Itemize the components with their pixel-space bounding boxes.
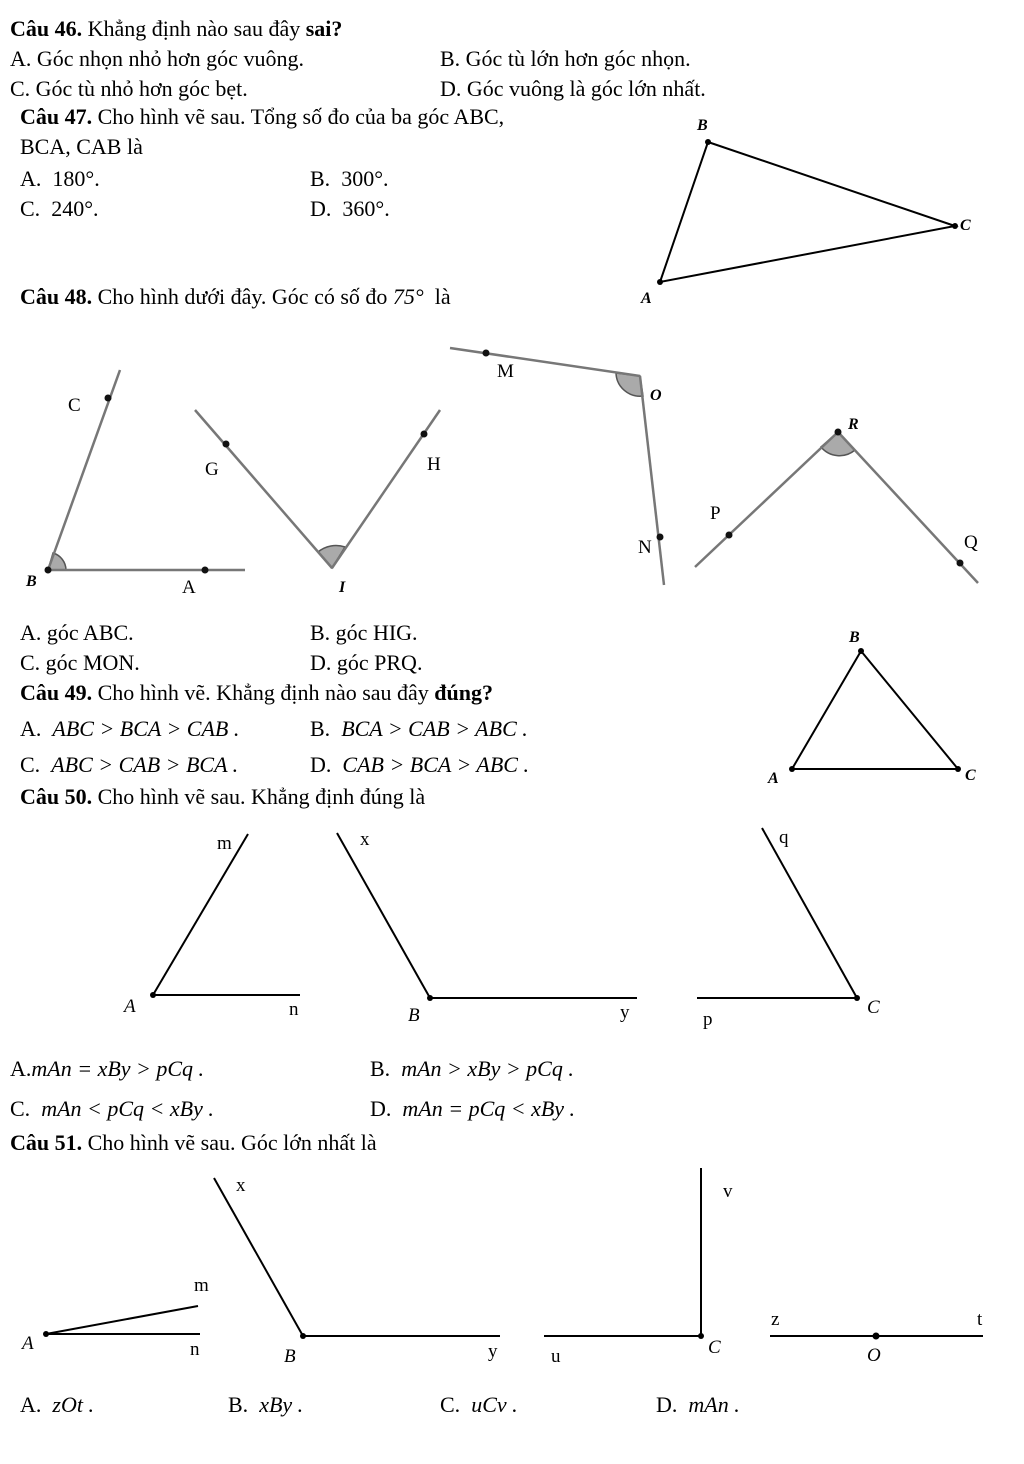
- q48-ray-ig: [195, 410, 332, 568]
- q50-label-a: A: [124, 996, 136, 1017]
- q51-label-a: A: [22, 1333, 34, 1354]
- q48-label-c: C: [68, 395, 81, 416]
- q48-label-b: B: [26, 573, 37, 590]
- q49-triangle: [792, 651, 958, 769]
- q48-option-c[interactable]: C. góc MON.: [20, 650, 140, 675]
- q51-point-c: [698, 1333, 704, 1339]
- q51-option-a[interactable]: A. zOt .: [20, 1392, 94, 1417]
- q48-label-a: A: [182, 577, 196, 598]
- q51-point-a: [43, 1331, 49, 1337]
- q49-point-b: [858, 648, 864, 654]
- q51-stem: Câu 51. Cho hình vẽ sau. Góc lớn nhất là: [10, 1130, 377, 1155]
- q46-option-d[interactable]: D. Góc vuông là góc lớn nhất.: [440, 76, 706, 101]
- q47-triangle: [660, 142, 955, 282]
- q50-option-d[interactable]: D. mAn = pCq < xBy .: [370, 1096, 576, 1121]
- q47-option-c[interactable]: C. 240°.: [20, 196, 99, 221]
- q50-label-n: n: [289, 999, 299, 1020]
- q51-label-u: u: [551, 1346, 561, 1367]
- q48-option-b[interactable]: B. góc HIG.: [310, 620, 418, 645]
- q48-point-n: [657, 534, 664, 541]
- q48-point-h: [421, 431, 428, 438]
- q48-ray-rp: [695, 432, 838, 567]
- q46-stem: Câu 46. Khẳng định nào sau đây sai?: [10, 16, 343, 41]
- q50-angle-pcq: [697, 828, 860, 1001]
- q50-label-p: p: [703, 1009, 713, 1030]
- q50-angle-man: [150, 834, 300, 998]
- q51-point-o: [873, 1333, 880, 1340]
- q46-option-b[interactable]: B. Góc tù lớn hơn góc nhọn.: [440, 46, 691, 71]
- q47-point-b: [705, 139, 711, 145]
- q51-label-y: y: [488, 1341, 498, 1362]
- q50-label-x: x: [360, 829, 370, 850]
- q48-option-d[interactable]: D. góc PRQ.: [310, 650, 423, 675]
- q51-point-b: [300, 1333, 306, 1339]
- q49-triangle-figure: [789, 648, 961, 772]
- q48-option-a[interactable]: A. góc ABC.: [20, 620, 134, 645]
- q50-stem: Câu 50. Cho hình vẽ sau. Khẳng định đúng là: [20, 784, 426, 809]
- q47-stem-line2: BCA, CAB là: [20, 134, 143, 159]
- q46-option-c[interactable]: C. Góc tù nhỏ hơn góc bẹt.: [10, 76, 248, 101]
- q49-option-d[interactable]: D. CAB > BCA > ABC .: [310, 752, 529, 777]
- q51-angle-xby: [214, 1175, 500, 1339]
- q48-angle-prq: [695, 429, 978, 584]
- q46-option-a[interactable]: A. Góc nhọn nhỏ hơn góc vuông.: [10, 46, 304, 71]
- q49-option-a[interactable]: A. ABC > BCA > CAB .: [20, 716, 240, 741]
- q48-label-p: P: [710, 503, 721, 524]
- q48-ray-om: [450, 348, 640, 376]
- q48-stem: Câu 48. Cho hình dưới đây. Góc có số đo 75° là: [20, 284, 451, 309]
- q48-label-r: R: [848, 416, 859, 433]
- q47-point-a: [657, 279, 663, 285]
- q48-label-i: I: [339, 579, 346, 596]
- q51-angle-man: [43, 1306, 200, 1337]
- q48-label-g: G: [205, 459, 219, 480]
- q51-option-b[interactable]: B. xBy .: [228, 1392, 304, 1417]
- q51-ray-am: [46, 1306, 198, 1334]
- q51-label-t: t: [977, 1309, 983, 1330]
- q51-label-o: O: [867, 1345, 881, 1366]
- q51-label-m: m: [194, 1275, 209, 1296]
- q50-option-b[interactable]: B. mAn > xBy > pCq .: [370, 1056, 574, 1081]
- q47-label-c: C: [960, 217, 971, 234]
- q50-option-a[interactable]: A.mAn = xBy > pCq .: [10, 1056, 205, 1081]
- q49-label-a: A: [768, 770, 779, 787]
- q51-ray-bx: [214, 1175, 303, 1336]
- q49-point-a: [789, 766, 795, 772]
- q48-point-a: [202, 567, 209, 574]
- q48-label-h: H: [427, 454, 441, 475]
- q48-point-m: [483, 350, 490, 357]
- q49-option-b[interactable]: B. BCA > CAB > ABC .: [310, 716, 528, 741]
- q51-label-v: v: [723, 1181, 733, 1202]
- q50-label-b: B: [408, 1005, 420, 1026]
- q48-angle-mon: [450, 348, 664, 585]
- q47-option-d[interactable]: D. 360°.: [310, 196, 390, 221]
- q51-label-c: C: [708, 1337, 721, 1358]
- q49-label-b: B: [849, 629, 860, 646]
- q48-point-b: [45, 567, 52, 574]
- q47-option-b[interactable]: B. 300°.: [310, 166, 389, 191]
- q50-option-c[interactable]: C. mAn < pCq < xBy .: [10, 1096, 214, 1121]
- q47-point-c: [952, 223, 958, 229]
- q51-option-d[interactable]: D. mAn .: [656, 1392, 740, 1417]
- q48-label-m: M: [497, 361, 514, 382]
- q51-angle-zot: [770, 1333, 983, 1340]
- q48-point-r: [835, 429, 842, 436]
- q48-label-n: N: [638, 537, 652, 558]
- q48-angle-hig: [195, 410, 440, 568]
- q49-point-c: [955, 766, 961, 772]
- q50-ray-am: [153, 834, 248, 995]
- q47-stem-line1: Câu 47. Cho hình vẽ sau. Tổng số đo của ba góc ABC,: [20, 104, 505, 129]
- q47-triangle-figure: [660, 142, 955, 282]
- q49-stem: Câu 49. Cho hình vẽ. Khẳng định nào sau đây đúng?: [20, 680, 494, 705]
- q51-label-z: z: [771, 1309, 780, 1330]
- q50-label-m: m: [217, 833, 232, 854]
- q50-label-y: y: [620, 1002, 630, 1023]
- q50-angle-xby: [337, 833, 637, 1001]
- q50-point-a: [150, 992, 156, 998]
- q47-label-a: A: [641, 290, 652, 307]
- q50-label-q: q: [779, 827, 789, 848]
- q48-label-q: Q: [964, 532, 978, 553]
- q47-option-a[interactable]: A. 180°.: [20, 166, 100, 191]
- q51-label-n: n: [190, 1339, 200, 1360]
- q51-option-c[interactable]: C. uCv .: [440, 1392, 518, 1417]
- q48-ray-rq: [838, 432, 978, 583]
- q50-ray-cq: [762, 828, 857, 998]
- q50-point-c: [854, 995, 860, 1001]
- q48-label-o: O: [650, 387, 662, 404]
- q51-label-b: B: [284, 1346, 296, 1367]
- q50-point-b: [427, 995, 433, 1001]
- q48-point-p: [726, 532, 733, 539]
- q50-ray-bx: [337, 833, 430, 998]
- q51-angle-ucv: [544, 1168, 704, 1339]
- q51-label-x: x: [236, 1175, 246, 1196]
- q48-point-c: [105, 395, 112, 402]
- q50-label-c: C: [867, 997, 880, 1018]
- q48-point-g: [223, 441, 230, 448]
- q49-option-c[interactable]: C. ABC > CAB > BCA .: [20, 752, 239, 777]
- q49-label-c: C: [965, 767, 976, 784]
- q48-point-q: [957, 560, 964, 567]
- q47-label-b: B: [697, 117, 708, 134]
